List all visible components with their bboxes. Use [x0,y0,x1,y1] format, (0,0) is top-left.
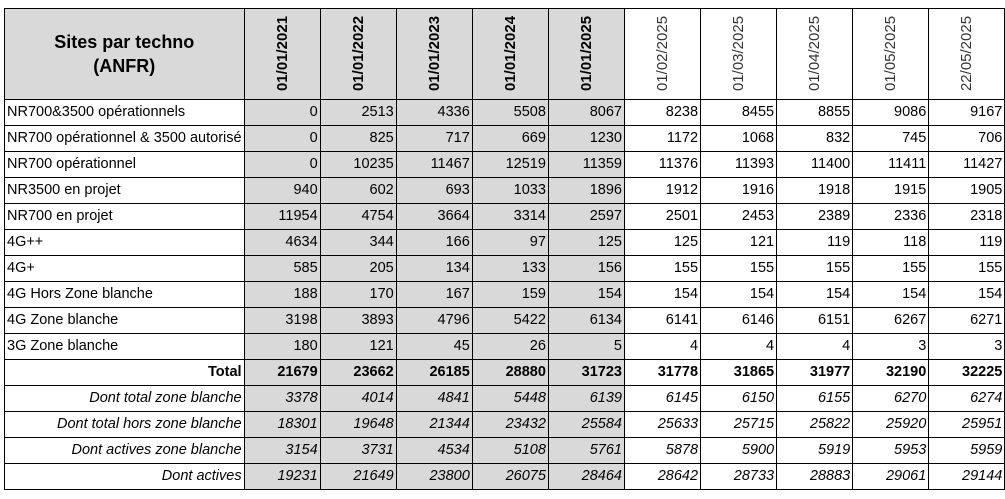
table-row [5,100,1005,126]
cell-value: 154 [929,282,1005,308]
cell-value: 25822 [777,412,853,438]
table-title [5,9,245,100]
cell-value: 9086 [853,100,929,126]
cell-value: 5108 [472,438,548,464]
cell-value: 154 [548,282,624,308]
cell-value: 745 [853,126,929,152]
cell-value: 5422 [472,308,548,334]
cell-value: 159 [472,282,548,308]
cell-value: 28883 [777,464,853,490]
cell-value: 1905 [929,178,1005,204]
cell-value: 6145 [624,386,700,412]
table-row [5,308,1005,334]
cell-value: 25920 [853,412,929,438]
cell-value: 1916 [701,178,777,204]
cell-value: 21344 [396,412,472,438]
cell-value: 5448 [472,386,548,412]
cell-value: 154 [624,282,700,308]
cell-value: 21679 [244,360,320,386]
cell-value: 155 [853,256,929,282]
cell-value: 26075 [472,464,548,490]
cell-value: 6270 [853,386,929,412]
cell-value: 2513 [320,100,396,126]
cell-value: 4754 [320,204,396,230]
row-label: NR700 en projet [5,204,245,230]
cell-value: 3378 [244,386,320,412]
row-label: 3G Zone blanche [5,334,245,360]
cell-value: 832 [777,126,853,152]
row-label: 4G Hors Zone blanche [5,282,245,308]
cell-value: 344 [320,230,396,256]
cell-value: 6155 [777,386,853,412]
cell-value: 25715 [701,412,777,438]
cell-value: 9167 [929,100,1005,126]
cell-value: 1912 [624,178,700,204]
table-row [5,152,1005,178]
cell-value: 8455 [701,100,777,126]
cell-value: 31977 [777,360,853,386]
cell-value: 154 [777,282,853,308]
row-label: NR700 opérationnel [5,152,245,178]
cell-value: 4014 [320,386,396,412]
cell-value: 4796 [396,308,472,334]
cell-value: 8855 [777,100,853,126]
cell-value: 2336 [853,204,929,230]
cell-value: 6271 [929,308,1005,334]
cell-value: 133 [472,256,548,282]
cell-value: 1918 [777,178,853,204]
cell-value: 602 [320,178,396,204]
cell-value: 121 [320,334,396,360]
table-row [5,204,1005,230]
date-header: 01/04/2025 [777,9,853,100]
cell-value: 5761 [548,438,624,464]
cell-value: 31723 [548,360,624,386]
cell-value: 6146 [701,308,777,334]
cell-value: 32225 [929,360,1005,386]
cell-value: 0 [244,100,320,126]
cell-value: 1172 [624,126,700,152]
table-row [5,464,1005,490]
cell-value: 11393 [701,152,777,178]
table-row [5,412,1005,438]
table-row [5,334,1005,360]
cell-value: 4534 [396,438,472,464]
row-label: Dont total zone blanche [5,386,245,412]
cell-value: 0 [244,152,320,178]
cell-value: 10235 [320,152,396,178]
row-label: 4G+ [5,256,245,282]
cell-value: 31865 [701,360,777,386]
cell-value: 2318 [929,204,1005,230]
date-header: 01/02/2025 [624,9,700,100]
cell-value: 11376 [624,152,700,178]
cell-value: 205 [320,256,396,282]
cell-value: 125 [548,230,624,256]
cell-value: 706 [929,126,1005,152]
cell-value: 4 [777,334,853,360]
cell-value: 45 [396,334,472,360]
cell-value: 717 [396,126,472,152]
cell-value: 2453 [701,204,777,230]
cell-value: 3314 [472,204,548,230]
date-header: 01/01/2022 [320,9,396,100]
cell-value: 5919 [777,438,853,464]
table-row [5,282,1005,308]
cell-value: 0 [244,126,320,152]
cell-value: 5959 [929,438,1005,464]
table-row [5,360,1005,386]
cell-value: 3154 [244,438,320,464]
cell-value: 11427 [929,152,1005,178]
cell-value: 170 [320,282,396,308]
cell-value: 2501 [624,204,700,230]
cell-value: 31778 [624,360,700,386]
date-header: 01/05/2025 [853,9,929,100]
cell-value: 134 [396,256,472,282]
cell-value: 25584 [548,412,624,438]
row-label: Dont total hors zone blanche [5,412,245,438]
cell-value: 8238 [624,100,700,126]
cell-value: 28642 [624,464,700,490]
date-header: 22/05/2025 [929,9,1005,100]
cell-value: 4 [701,334,777,360]
date-header: 01/01/2024 [472,9,548,100]
cell-value: 155 [624,256,700,282]
row-label: 4G++ [5,230,245,256]
cell-value: 188 [244,282,320,308]
cell-value: 3 [853,334,929,360]
cell-value: 19648 [320,412,396,438]
cell-value: 21649 [320,464,396,490]
cell-value: 11954 [244,204,320,230]
cell-value: 180 [244,334,320,360]
table-row [5,126,1005,152]
cell-value: 28464 [548,464,624,490]
cell-value: 18301 [244,412,320,438]
table-row [5,386,1005,412]
cell-value: 3 [929,334,1005,360]
cell-value: 29061 [853,464,929,490]
cell-value: 825 [320,126,396,152]
cell-value: 1915 [853,178,929,204]
cell-value: 97 [472,230,548,256]
cell-value: 3198 [244,308,320,334]
cell-value: 23800 [396,464,472,490]
row-label: 4G Zone blanche [5,308,245,334]
date-header: 01/01/2023 [396,9,472,100]
table-row [5,230,1005,256]
cell-value: 125 [624,230,700,256]
row-label: NR700&3500 opérationnels [5,100,245,126]
row-label: NR3500 en projet [5,178,245,204]
cell-value: 940 [244,178,320,204]
cell-value: 6150 [701,386,777,412]
cell-value: 5 [548,334,624,360]
row-label: NR700 opérationnel & 3500 autorisé [5,126,245,152]
cell-value: 669 [472,126,548,152]
cell-value: 23662 [320,360,396,386]
cell-value: 5878 [624,438,700,464]
cell-value: 19231 [244,464,320,490]
date-header: 01/01/2025 [548,9,624,100]
cell-value: 154 [701,282,777,308]
cell-value: 5953 [853,438,929,464]
cell-value: 6151 [777,308,853,334]
cell-value: 25951 [929,412,1005,438]
cell-value: 4634 [244,230,320,256]
cell-value: 28733 [701,464,777,490]
cell-value: 2597 [548,204,624,230]
cell-value: 154 [853,282,929,308]
cell-value: 155 [929,256,1005,282]
cell-value: 167 [396,282,472,308]
date-header: 01/03/2025 [701,9,777,100]
date-header: 01/01/2021 [244,9,320,100]
cell-value: 156 [548,256,624,282]
cell-value: 11411 [853,152,929,178]
table-row [5,256,1005,282]
title-line2: (ANFR) [93,56,156,76]
cell-value: 11400 [777,152,853,178]
cell-value: 155 [701,256,777,282]
table-row [5,178,1005,204]
cell-value: 26185 [396,360,472,386]
cell-value: 4336 [396,100,472,126]
cell-value: 1033 [472,178,548,204]
title-line1: Sites par techno [54,32,195,52]
cell-value: 23432 [472,412,548,438]
table-row [5,438,1005,464]
cell-value: 28880 [472,360,548,386]
cell-value: 118 [853,230,929,256]
cell-value: 6267 [853,308,929,334]
cell-value: 166 [396,230,472,256]
cell-value: 3893 [320,308,396,334]
row-label: Total [5,360,245,386]
cell-value: 693 [396,178,472,204]
row-label: Dont actives zone blanche [5,438,245,464]
cell-value: 2389 [777,204,853,230]
cell-value: 3664 [396,204,472,230]
cell-value: 25633 [624,412,700,438]
cell-value: 5508 [472,100,548,126]
sites-table [4,8,1005,490]
cell-value: 1896 [548,178,624,204]
cell-value: 12519 [472,152,548,178]
header-row [5,9,1005,100]
cell-value: 1068 [701,126,777,152]
cell-value: 11467 [396,152,472,178]
cell-value: 6274 [929,386,1005,412]
cell-value: 155 [777,256,853,282]
cell-value: 6139 [548,386,624,412]
cell-value: 29144 [929,464,1005,490]
cell-value: 119 [777,230,853,256]
cell-value: 32190 [853,360,929,386]
cell-value: 4841 [396,386,472,412]
cell-value: 5900 [701,438,777,464]
cell-value: 119 [929,230,1005,256]
row-label: Dont actives [5,464,245,490]
cell-value: 1230 [548,126,624,152]
cell-value: 26 [472,334,548,360]
cell-value: 6134 [548,308,624,334]
cell-value: 3731 [320,438,396,464]
cell-value: 11359 [548,152,624,178]
cell-value: 4 [624,334,700,360]
cell-value: 585 [244,256,320,282]
cell-value: 6141 [624,308,700,334]
cell-value: 8067 [548,100,624,126]
cell-value: 121 [701,230,777,256]
